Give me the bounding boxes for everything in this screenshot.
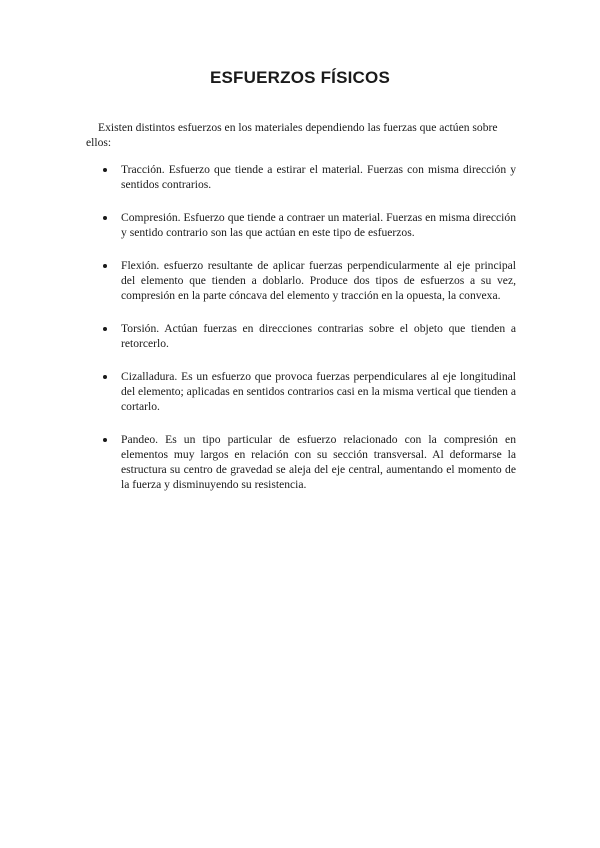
list-item-pandeo	[86, 432, 516, 492]
list-item-compresion	[86, 210, 516, 240]
bullet-icon	[103, 438, 107, 442]
stress-types-list	[86, 162, 516, 510]
bullet-icon	[103, 168, 107, 172]
bullet-icon	[103, 216, 107, 220]
list-item-cizalladura	[86, 369, 516, 414]
list-item-text: Cizalladura. Es un esfuerzo que provoca fuerzas perpendiculares al eje longitudinal del elemento; aplicadas en sentidos contrarios casi en la misma vertical que tienden a cortarlo.	[121, 370, 517, 413]
list-item-flexion	[86, 258, 516, 303]
list-item-text: Torsión. Actúan fuerzas en direcciones contrarias sobre el objeto que tienden a retorcerlo.	[121, 322, 516, 350]
bullet-icon	[103, 264, 107, 268]
list-item-text: Flexión. esfuerzo resultante de aplicar fuerzas perpendicularmente al eje principal del elemento que tienden a doblarlo. Produce dos tipos de esfuerzos a su vez, compresión en la parte cóncava del elemento y tracción en la opuesta, la convexa.	[121, 259, 516, 302]
list-item-torsion	[86, 321, 516, 351]
document-title: ESFUERZOS FÍSICOS	[209, 68, 391, 87]
list-item-traccion	[86, 162, 516, 192]
list-item-text: Tracción. Esfuerzo que tiende a estirar el material. Fuerzas con misma dirección y sentidos contrarios.	[121, 163, 516, 191]
intro-paragraph: Existen distintos esfuerzos en los materiales dependiendo las fuerzas que actúen sobre ellos:	[86, 121, 498, 149]
list-item-text: Pandeo. Es un tipo particular de esfuerzo relacionado con la compresión en elementos muy largos en relación con su sección transversal. Al deformarse la estructura su centro de gravedad se aleja del eje central, aumentando el momento de la fuerza y disminuyendo su resistencia.	[121, 433, 516, 491]
bullet-icon	[103, 327, 107, 331]
list-item-text: Compresión. Esfuerzo que tiende a contraer un material. Fuerzas en misma dirección y sentido contrario son las que actúan en este tipo de esfuerzos.	[121, 211, 516, 239]
bullet-icon	[103, 375, 107, 379]
